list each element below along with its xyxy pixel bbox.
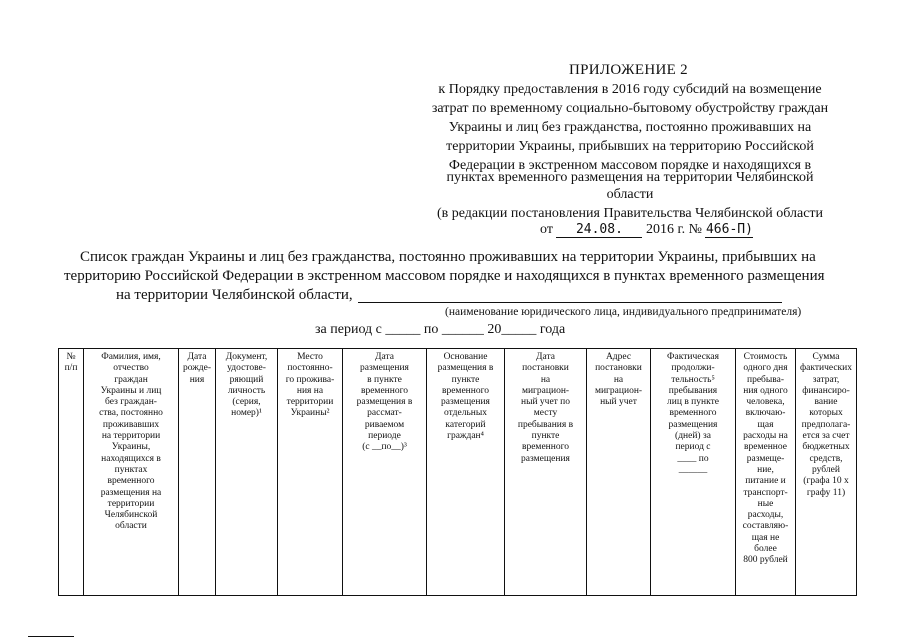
list-title-line: на территории Челябинской области, [116, 287, 353, 303]
col-header-registration-date: Дата постановки на миграцион- ный учет по месту пребывания в пункте временного размещения [505, 349, 587, 596]
organization-name-caption: (наименование юридического лица, индивидуального предпринимателя) [445, 306, 802, 318]
period-line: за период с _____ по ______ 20_____ года [315, 322, 566, 337]
list-title-line: Список граждан Украины и лиц без гражданства, постоянно проживавших на территории Украины, прибывших на [80, 249, 816, 265]
col-header-placement-date: Дата размещения в пункте временного размещения в рассмат- риваемом периоде (с __по__)³ [343, 349, 427, 596]
appendix-line: (в редакции постановления Правительства Челябинской области [436, 206, 824, 221]
list-title-line: территорию Российской Федерации в экстренном массовом порядке и находящихся в пунктах временного размещения [64, 268, 825, 284]
col-header-birth-date: Дата рожде- ния [179, 349, 216, 596]
appendix-line: территории Украины, прибывших на территорию Российской [446, 139, 814, 154]
organization-name-line [358, 302, 782, 303]
appendix-line: затрат по временному социально-бытовому обустройству граждан [431, 101, 829, 116]
appendix-title: ПРИЛОЖЕНИЕ 2 [569, 62, 688, 78]
col-header-placement-basis: Основание размещения в пункте временного размещения отдельных категорий граждан⁴ [427, 349, 505, 596]
table-header-row [59, 349, 857, 596]
col-header-identity-document: Документ, удостове- ряющий личность (серия, номер)¹ [216, 349, 278, 596]
col-header-number: № п/п [59, 349, 84, 596]
appendix-line: Украины и лиц без гражданства, постоянно проживавших на [448, 120, 812, 135]
appendix-line: к Порядку предоставления в 2016 году субсидий на возмещение [438, 82, 822, 97]
col-header-daily-cost: Стоимость одного дня пребыва- ния одного человека, включаю- щая расходы на временное размеще- ние, питание и транспорт- ные расходы, составляю- щая не более 800 рублей [736, 349, 796, 596]
col-header-registration-address: Адрес постановки на миграцион- ный учет [587, 349, 651, 596]
col-header-residence-ukraine: Место постоянно- го прожива- ния на территории Украины² [278, 349, 343, 596]
decree-number-field: 466-П) [705, 222, 753, 237]
decree-date-field: 24.08. [556, 222, 642, 238]
col-header-stay-duration: Фактическая продолжи- тельность⁵ пребывания лиц в пункте временного размещения (дней) за период с ____ по ______ [651, 349, 736, 596]
date-mid: 2016 г. № [645, 222, 702, 237]
decree-date-line [540, 222, 753, 238]
appendix-line: Федерации в экстренном массовом порядке и находящихся в [448, 158, 812, 173]
date-prefix: от [540, 222, 553, 237]
footnote-separator [28, 636, 74, 637]
col-header-total-expenses: Сумма фактических затрат, финансиро- вание которых предполага- ется за счет бюджетных средств, рублей (графа 10 х графу 11) [796, 349, 857, 596]
col-header-full-name: Фамилия, имя, отчество граждан Украины и лиц без граждан- ства, постоянно проживавших на территории Украины, находящихся в пунктах временного размещения на территории Челябинской области [84, 349, 179, 596]
appendix-line: пунктах временного размещения на территории Челябинской [446, 170, 814, 185]
citizens-table [58, 348, 857, 596]
appendix-line: области [606, 187, 654, 202]
